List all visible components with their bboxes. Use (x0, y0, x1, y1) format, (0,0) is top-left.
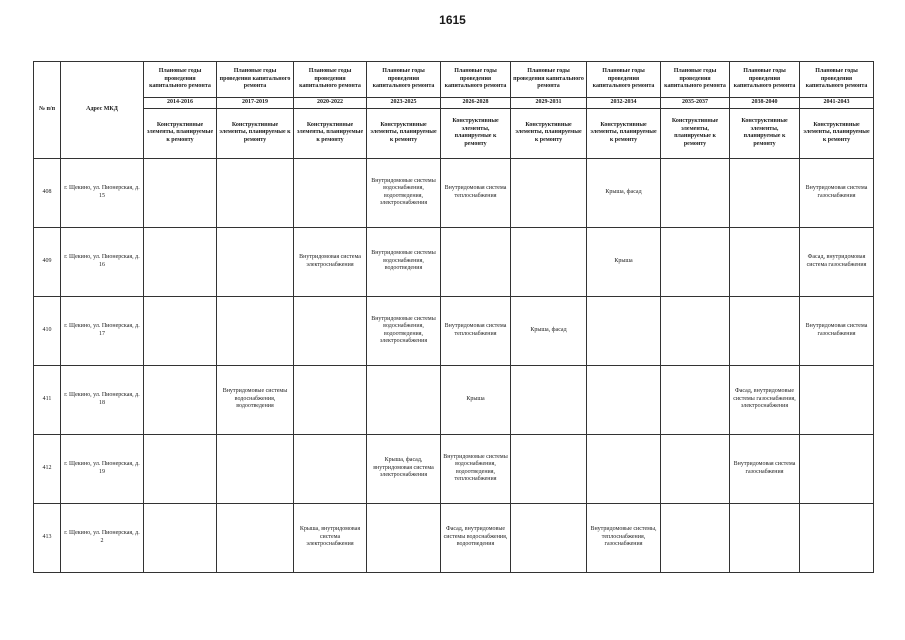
header-period-years: 2035-2037 (661, 98, 730, 109)
repair-elements-cell (511, 503, 587, 572)
repair-elements-cell (587, 434, 661, 503)
table-row (34, 434, 874, 503)
header-period-years: 2041-2043 (800, 98, 874, 109)
header-period-years: 2014-2016 (144, 98, 217, 109)
table-row (34, 503, 874, 572)
header-period-title: Плановые годы проведения капитального ремонта (144, 62, 217, 98)
header-period-years: 2038-2040 (730, 98, 800, 109)
repair-elements-cell: Внутридомовая система теплоснабжения (441, 158, 511, 227)
repair-elements-cell (661, 296, 730, 365)
repair-elements-cell (800, 503, 874, 572)
repair-elements-cell (730, 503, 800, 572)
header-period-elements: Конструктивные элементы, планируемые к ремонту (661, 108, 730, 158)
repair-elements-cell (441, 227, 511, 296)
page-number: 1615 (439, 13, 466, 27)
row-number: 408 (34, 158, 61, 227)
repair-elements-cell (144, 503, 217, 572)
repair-elements-cell: Внутридомовая система газоснабжения (800, 158, 874, 227)
header-period-title: Плановые годы проведения капитального ремонта (511, 62, 587, 98)
repair-elements-cell (217, 227, 294, 296)
header-period-elements: Конструктивные элементы, планируемые к ремонту (730, 108, 800, 158)
header-period-years: 2029-2031 (511, 98, 587, 109)
row-number: 409 (34, 227, 61, 296)
header-period-title: Плановые годы проведения капитального ремонта (730, 62, 800, 98)
repair-elements-cell: Внутридомовые системы водоснабжения, водоотведения, теплоснабжения (441, 434, 511, 503)
repair-elements-cell (144, 434, 217, 503)
row-address: г. Щекино, ул. Пионерская, д. 2 (61, 503, 144, 572)
repair-elements-cell (294, 434, 367, 503)
row-address: г. Щекино, ул. Пионерская, д. 18 (61, 365, 144, 434)
repair-elements-cell: Внутридомовые системы водоснабжения, водоотведения, электроснабжения (367, 296, 441, 365)
header-period-title: Плановые годы проведения капитального ремонта (441, 62, 511, 98)
repair-elements-cell (730, 158, 800, 227)
repair-elements-cell: Внутридомовые системы водоснабжения, водоотведения, электроснабжения (367, 158, 441, 227)
repair-elements-cell (587, 296, 661, 365)
row-number: 413 (34, 503, 61, 572)
header-period-years: 2032-2034 (587, 98, 661, 109)
repair-elements-cell (661, 434, 730, 503)
repair-elements-cell: Крыша, фасад (511, 296, 587, 365)
repair-elements-cell: Внутридомовая система теплоснабжения (441, 296, 511, 365)
repair-elements-cell (730, 296, 800, 365)
table-row (34, 227, 874, 296)
repair-elements-cell (587, 365, 661, 434)
repair-elements-cell: Фасад, внутридомовые системы газоснабжения, электроснабжения (730, 365, 800, 434)
repair-elements-cell (367, 503, 441, 572)
repair-elements-cell: Крыша, фасад (587, 158, 661, 227)
row-address: г. Щекино, ул. Пионерская, д. 15 (61, 158, 144, 227)
header-period-title: Плановые годы проведения капитального ремонта (294, 62, 367, 98)
repair-elements-cell: Крыша (587, 227, 661, 296)
repair-elements-cell (661, 227, 730, 296)
table-row (34, 365, 874, 434)
repair-elements-cell: Внутридомовые системы водоснабжения, водоотведения (217, 365, 294, 434)
repair-elements-cell (367, 365, 441, 434)
repair-elements-cell (511, 365, 587, 434)
repair-elements-cell (294, 296, 367, 365)
repair-elements-cell: Внутридомовая система газоснабжения (800, 296, 874, 365)
capital-repair-table (33, 61, 874, 573)
repair-elements-cell (661, 365, 730, 434)
repair-elements-cell (511, 434, 587, 503)
header-period-elements: Конструктивные элементы, планируемые к ремонту (294, 108, 367, 158)
repair-elements-cell: Внутридомовая система газоснабжения (730, 434, 800, 503)
repair-elements-cell (144, 158, 217, 227)
repair-elements-cell (217, 434, 294, 503)
row-number: 412 (34, 434, 61, 503)
repair-elements-cell (217, 296, 294, 365)
repair-elements-cell (217, 158, 294, 227)
repair-elements-cell (800, 365, 874, 434)
header-period-elements: Конструктивные элементы, планируемые к ремонту (587, 108, 661, 158)
repair-elements-cell: Внутридомовые системы, теплоснабжения, газоснабжения (587, 503, 661, 572)
header-period-elements: Конструктивные элементы, планируемые к ремонту (144, 108, 217, 158)
repair-elements-cell (217, 503, 294, 572)
repair-elements-cell (661, 503, 730, 572)
header-period-title: Плановые годы проведения капитального ремонта (587, 62, 661, 98)
header-period-title: Плановые годы проведения капитального ремонта (800, 62, 874, 98)
header-address: Адрес МКД (61, 62, 144, 159)
header-period-title: Плановые годы проведения капитального ремонта (661, 62, 730, 98)
repair-elements-cell: Крыша, внутридомовая система электроснабжения (294, 503, 367, 572)
row-address: г. Щекино, ул. Пионерская, д. 19 (61, 434, 144, 503)
header-period-elements: Конструктивные элементы, планируемые к ремонту (511, 108, 587, 158)
repair-elements-cell: Фасад, внутридомовые системы водоснабжения, водоотведения (441, 503, 511, 572)
row-address: г. Щекино, ул. Пионерская, д. 16 (61, 227, 144, 296)
header-period-years: 2023-2025 (367, 98, 441, 109)
repair-elements-cell (144, 365, 217, 434)
repair-elements-cell (144, 227, 217, 296)
repair-elements-cell (511, 158, 587, 227)
header-period-elements: Конструктивные элементы, планируемые к ремонту (217, 108, 294, 158)
header-period-years: 2026-2028 (441, 98, 511, 109)
table-row (34, 296, 874, 365)
repair-elements-cell: Фасад, внутридомовая система газоснабжения (800, 227, 874, 296)
row-number: 411 (34, 365, 61, 434)
repair-elements-cell: Внутридомовые системы водоснабжения, водоотведения (367, 227, 441, 296)
table-row (34, 158, 874, 227)
header-period-years: 2020-2022 (294, 98, 367, 109)
repair-elements-cell (294, 365, 367, 434)
header-period-elements: Конструктивные элементы, планируемые к ремонту (367, 108, 441, 158)
repair-elements-cell: Внутридомовая система электроснабжения (294, 227, 367, 296)
row-number: 410 (34, 296, 61, 365)
repair-elements-cell (294, 158, 367, 227)
header-period-years: 2017-2019 (217, 98, 294, 109)
repair-elements-cell: Крыша (441, 365, 511, 434)
row-address: г. Щекино, ул. Пионерская, д. 17 (61, 296, 144, 365)
repair-elements-cell: Крыша, фасад, внутридомовая система электроснабжения (367, 434, 441, 503)
header-period-elements: Конструктивные элементы, планируемые к ремонту (800, 108, 874, 158)
header-num: № п/п (34, 62, 61, 159)
header-period-title: Плановые годы проведения капитального ремонта (217, 62, 294, 98)
header-period-elements: Конструктивные элементы, планируемые к ремонту (441, 108, 511, 158)
repair-elements-cell (800, 434, 874, 503)
repair-elements-cell (144, 296, 217, 365)
repair-elements-cell (511, 227, 587, 296)
repair-elements-cell (730, 227, 800, 296)
repair-elements-cell (661, 158, 730, 227)
header-period-title: Плановые годы проведения капитального ремонта (367, 62, 441, 98)
